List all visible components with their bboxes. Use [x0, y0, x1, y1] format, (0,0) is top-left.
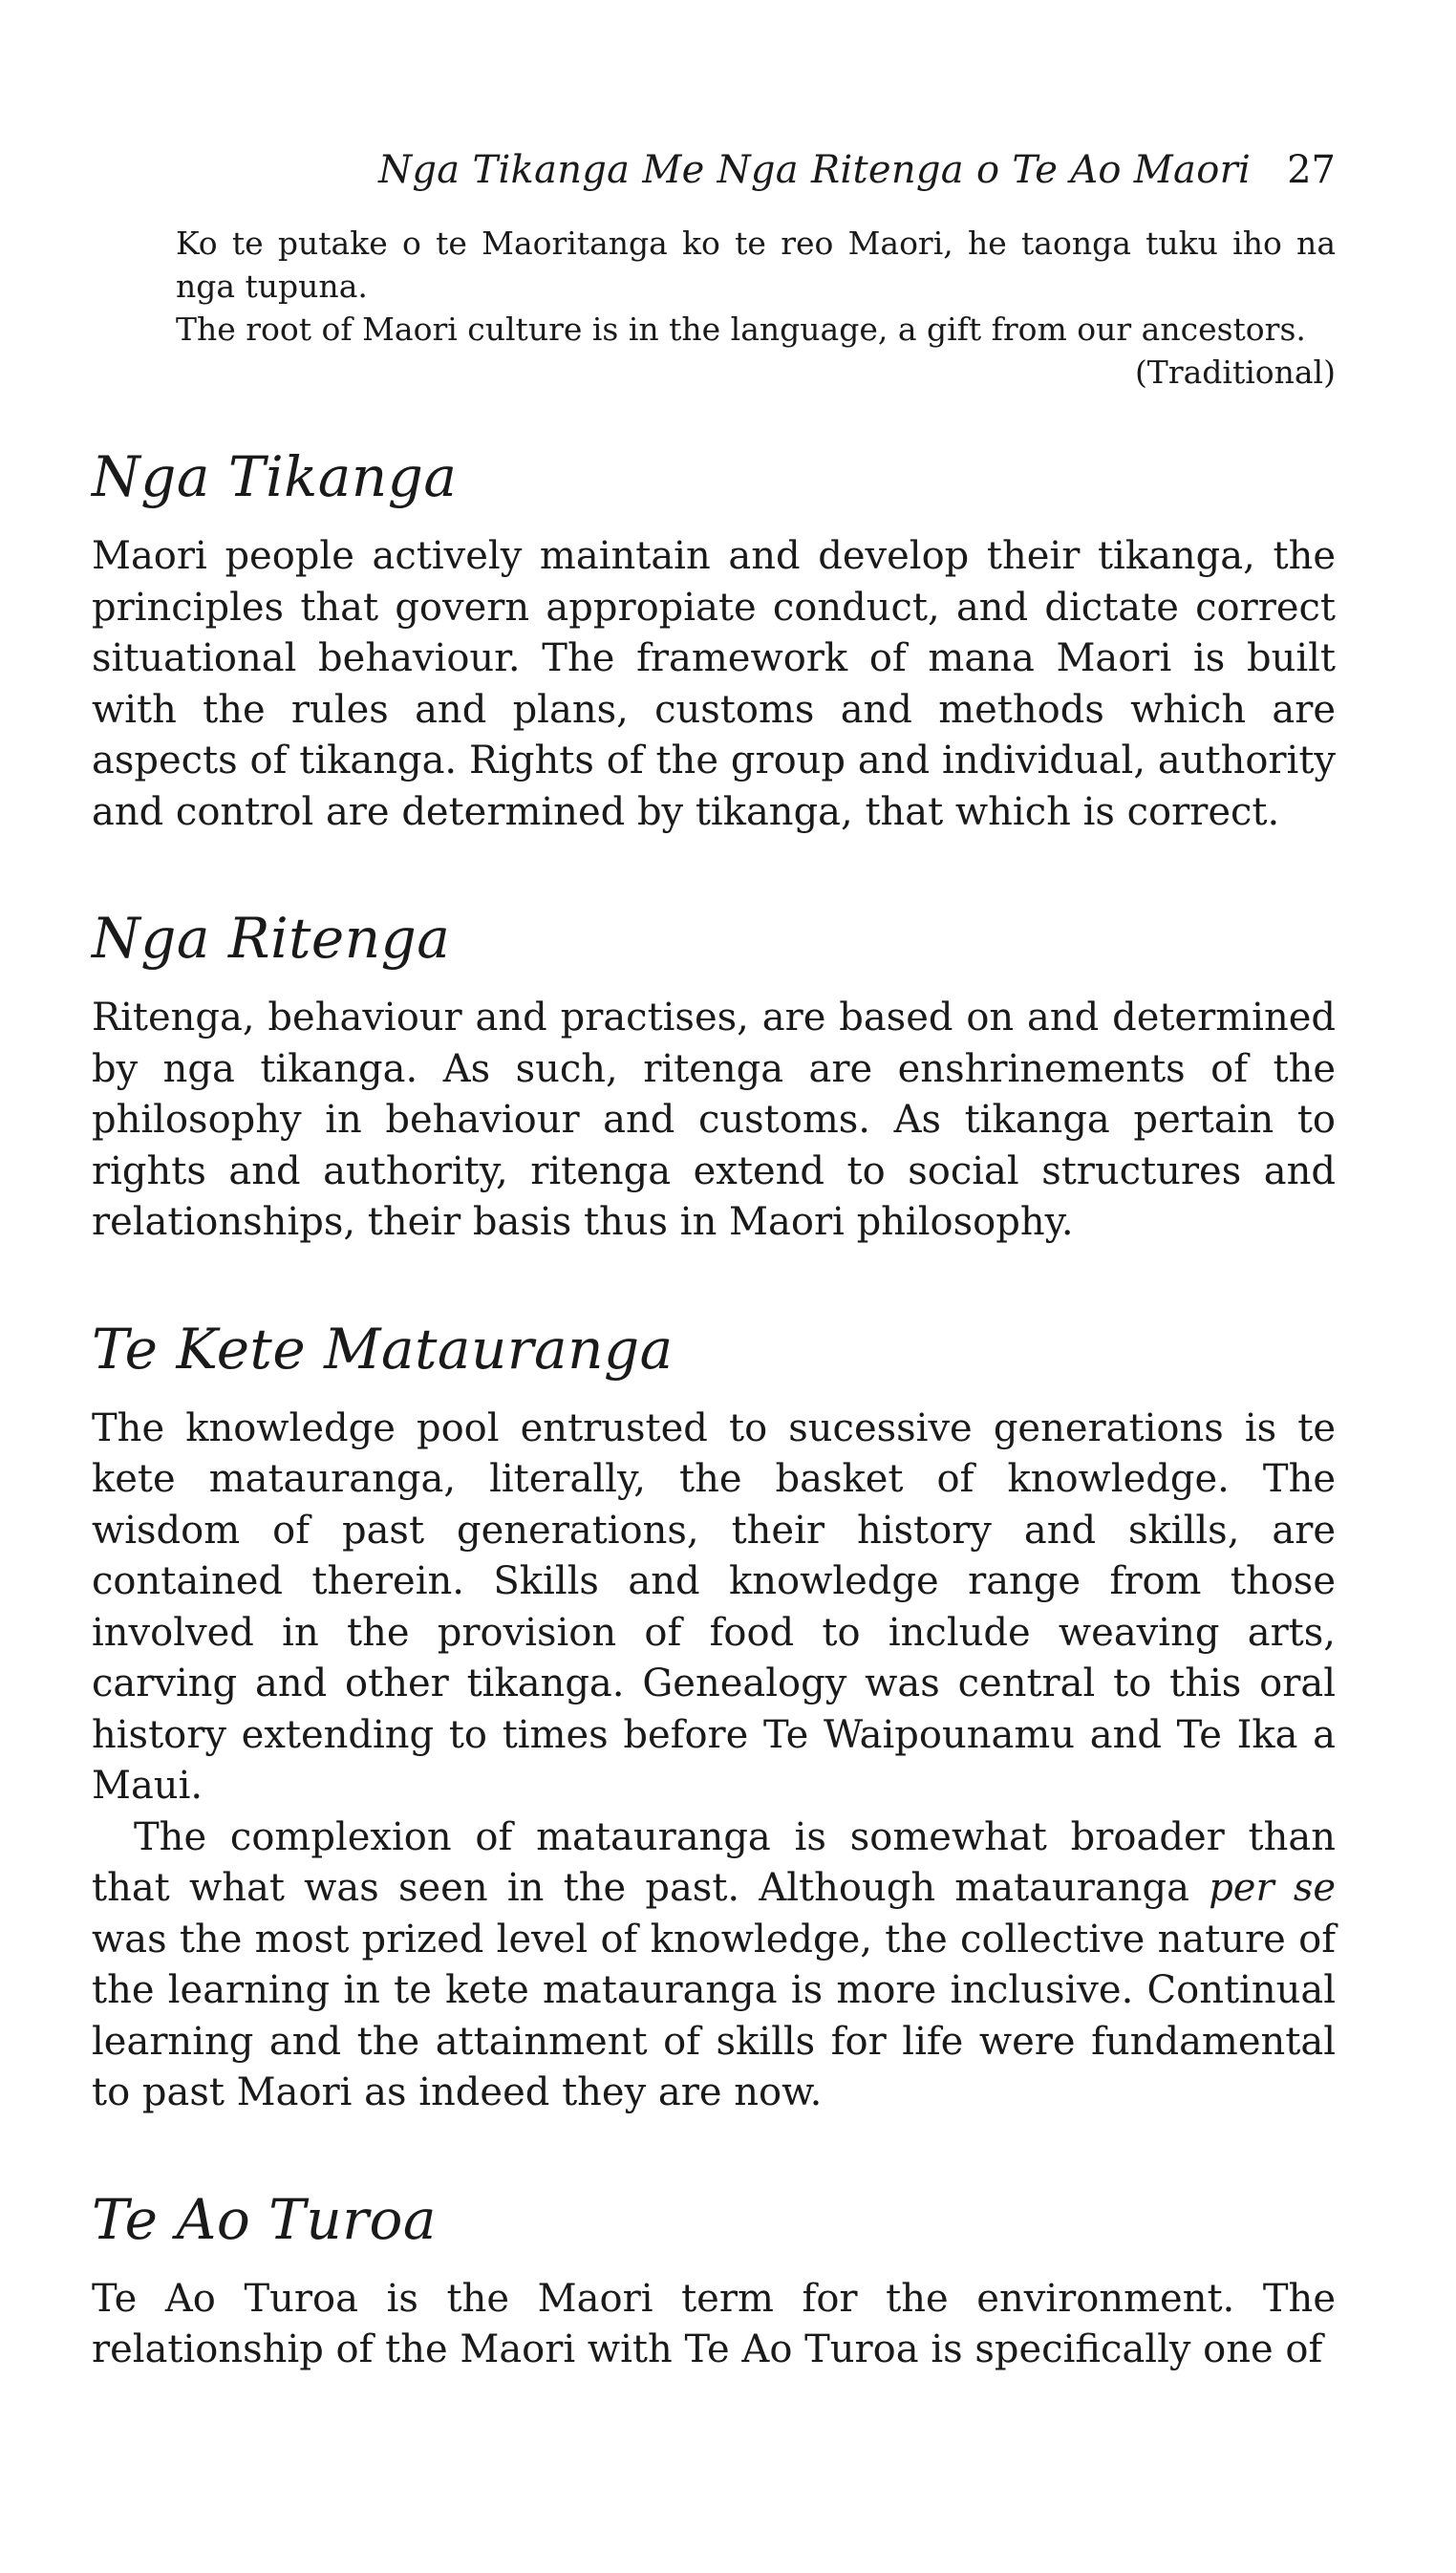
epigraph-english: The root of Maori culture is in the language, a gift from our ancestors.	[176, 311, 1306, 348]
section-te-kete-matauranga	[92, 1316, 1336, 2119]
section-heading: Nga Ritenga	[92, 906, 451, 971]
epigraph-source: (Traditional)	[1134, 354, 1336, 391]
section-heading: Te Kete Matauranga	[92, 1316, 674, 1382]
epigraph-maori: Ko te putake o te Maoritanga ko te reo Maori, he taonga tuku iho na nga tupuna.	[176, 225, 1336, 305]
running-head	[92, 143, 1336, 201]
section-heading: Nga Tikanga	[92, 444, 458, 509]
section-heading: Te Ao Turoa	[92, 2186, 437, 2252]
section-nga-ritenga	[92, 905, 1336, 1249]
book-page	[92, 143, 1336, 2376]
section-paragraph	[92, 1812, 1336, 2119]
section-paragraph: Maori people actively maintain and develop their tikanga, the principles that govern appropiate conduct, and dictate correct situational behaviour. The framework of mana Maori is built with the rules and plans, customs and methods which are aspects of tikanga. Rights of the group and individual, authority and control are determined by tikanga, that which is correct.	[92, 534, 1336, 834]
section-paragraph: Ritenga, behaviour and practises, are based on and determined by nga tikanga. As such, ritenga are enshrinements of the philosophy in behaviour and customs. As tikanga pertain to rights and authority, ritenga extend to social structures and relationships, their basis thus in Maori philosophy.	[92, 996, 1336, 1244]
running-head-title: Nga Tikanga Me Nga Ritenga o Te Ao Maori	[378, 148, 1252, 192]
section-paragraph: The knowledge pool entrusted to sucessive generations is te kete matauranga, literally, the basket of knowledge. The wisdom of past generations, their history and skills, are contained therein. Skills and knowledge range from those involved in the provision of food to include weaving arts, carving and other tikanga. Genealogy was central to this oral history extending to times before Te Waipounamu and Te Ika a Maui.	[92, 1405, 1336, 1808]
paragraph-italic-term: per se	[1209, 1866, 1337, 1910]
page-number: 27	[1287, 148, 1336, 192]
paragraph-text: was the most prized level of knowledge, the collective nature of the learning in te kete matauranga is more inclusive. Continual learning and the attainment of skills for life were fundamental to past Maori as indeed they are now.	[92, 1917, 1336, 2114]
section-nga-tikanga	[92, 443, 1336, 838]
section-paragraph: Te Ao Turoa is the Maori term for the environment. The relationship of the Maori with Te Ao Turoa is specifically one of	[92, 2276, 1336, 2371]
epigraph	[176, 222, 1336, 394]
section-te-ao-turoa	[92, 2186, 1336, 2376]
paragraph-text: The complexion of matauranga is somewhat broader than that what was seen in the past. Although matauranga	[92, 1814, 1336, 1910]
